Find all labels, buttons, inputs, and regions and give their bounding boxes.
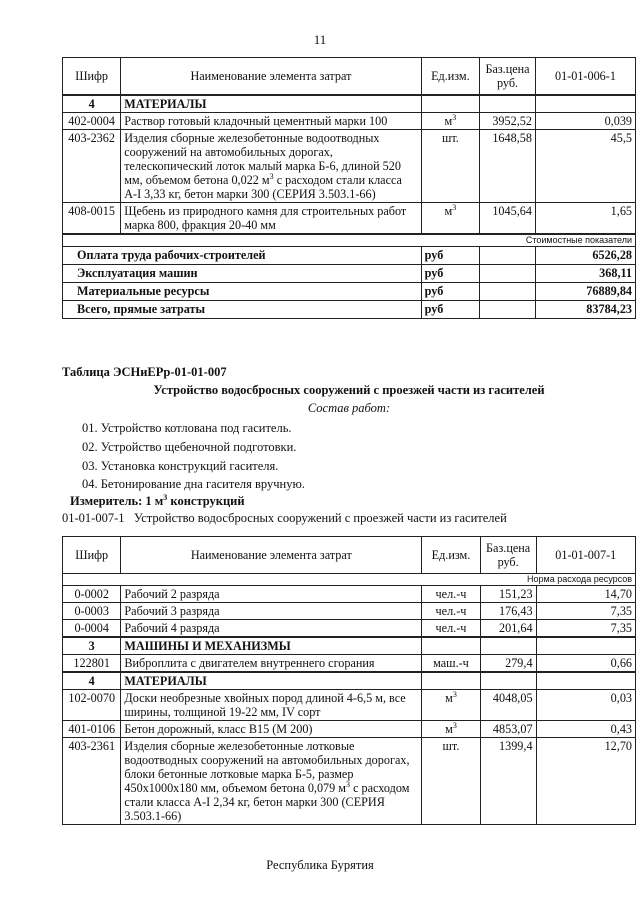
row-price: 3952,52	[480, 113, 536, 130]
work-item: 01. Устройство котлована под гаситель.	[82, 421, 292, 435]
row-value: 45,5	[535, 130, 635, 203]
row-unit: чел.-ч	[422, 620, 480, 638]
row-unit: чел.-ч	[422, 603, 480, 620]
col-norm-header: 01-01-007-1	[536, 537, 635, 574]
table-body	[63, 113, 636, 235]
row-price: 1045,64	[480, 203, 536, 235]
row-code: 408-0015	[63, 203, 121, 235]
row-value: 7,35	[536, 620, 635, 638]
work-item: 04. Бетонирование дна гасителя вручную.	[82, 477, 305, 491]
section-row	[63, 637, 636, 655]
section-title: МАТЕРИАЛЫ	[121, 95, 421, 113]
cost-table-1	[62, 57, 636, 319]
row-name: Рабочий 2 разряда	[121, 586, 422, 603]
cost-table-2	[62, 536, 636, 825]
footer: Республика Бурятия	[266, 858, 374, 872]
section-title: МАШИНЫ И МЕХАНИЗМЫ	[121, 637, 422, 655]
total-value: 83784,23	[535, 301, 635, 319]
table-subtitle: Устройство водосбросных сооружений с проезжей части из гасителей	[153, 383, 545, 397]
row-unit: $м^3$	[421, 113, 479, 130]
norm-caption-row	[63, 574, 636, 586]
row-code: 403-2361	[63, 738, 121, 825]
row-unit: шт.	[421, 130, 479, 203]
col-unit-header: Ед.изм.	[422, 537, 480, 574]
table-row	[63, 620, 636, 638]
meter-label: Измеритель: 1 $м^3$ конструкций	[70, 492, 245, 508]
row-code: 0-0002	[63, 586, 121, 603]
material-rows	[63, 690, 636, 825]
col-code-header: Шифр	[63, 537, 121, 574]
table-header	[63, 537, 636, 574]
table-row	[63, 655, 636, 673]
row-unit: $м^3$	[422, 690, 480, 721]
table-row	[63, 130, 636, 203]
row-name: Рабочий 3 разряда	[121, 603, 422, 620]
row-code: 0-0003	[63, 603, 121, 620]
row-price: 1648,58	[480, 130, 536, 203]
total-row	[63, 301, 636, 319]
row-name: Рабочий 4 разряда	[121, 620, 422, 638]
labor-rows	[63, 586, 636, 638]
row-code: 403-2362	[63, 130, 121, 203]
section-row	[63, 95, 636, 113]
row-unit: чел.-ч	[422, 586, 480, 603]
section-title: МАТЕРИАЛЫ	[121, 672, 422, 690]
table-row	[63, 113, 636, 130]
section-code: 3	[63, 637, 121, 655]
total-label: Всего, прямые затраты	[63, 301, 422, 319]
col-name-header: Наименование элемента затрат	[121, 537, 422, 574]
total-empty	[480, 265, 536, 283]
table-row	[63, 690, 636, 721]
col-code-header: Шифр	[63, 58, 121, 96]
totals-body	[63, 247, 636, 319]
total-value: 76889,84	[535, 283, 635, 301]
row-unit: $м^3$	[422, 721, 480, 738]
row-code: 402-0004	[63, 113, 121, 130]
col-unit-header: Ед.изм.	[421, 58, 479, 96]
composition-title: Состав работ:	[307, 401, 391, 415]
total-row	[63, 283, 636, 301]
row-code: 122801	[63, 655, 121, 673]
row-code: 102-0070	[63, 690, 121, 721]
row-value: 1,65	[535, 203, 635, 235]
table-row	[63, 586, 636, 603]
row-name: Изделия сборные железобетонные водоотводных сооружений на автомобильных дорогах, телескопический лоток малый марка Б-6, длиной 520 мм, объемом бетона 0,022 $м^3$ с расходом стали класса А-I 3,33 кг, бетон марки 300 (СЕРИЯ 3.503.1-66)	[121, 130, 421, 203]
section-code: 4	[63, 95, 121, 113]
row-name: Виброплита с двигателем внутреннего сгорания	[121, 655, 422, 673]
col-norm-header: 01-01-006-1	[535, 58, 635, 96]
section-row	[63, 672, 636, 690]
total-label: Материальные ресурсы	[63, 283, 422, 301]
row-price: 279,4	[480, 655, 536, 673]
norm-caption: Норма расхода ресурсов	[63, 574, 636, 586]
row-price: 4048,05	[480, 690, 536, 721]
total-empty	[480, 283, 536, 301]
row-code: 401-0106	[63, 721, 121, 738]
row-price: 1399,4	[480, 738, 536, 825]
table-header	[63, 58, 636, 96]
total-unit: руб	[421, 301, 479, 319]
machine-rows	[63, 655, 636, 673]
row-code: 0-0004	[63, 620, 121, 638]
row-value: 12,70	[536, 738, 635, 825]
total-value: 368,11	[535, 265, 635, 283]
total-empty	[480, 301, 536, 319]
row-value: 7,35	[536, 603, 635, 620]
row-name: Щебень из природного камня для строительных работ марка 800, фракция 20-40 мм	[121, 203, 421, 235]
cost-caption-row	[63, 234, 636, 247]
total-unit: руб	[421, 283, 479, 301]
page-number: 11	[313, 32, 327, 47]
table-row	[63, 738, 636, 825]
section-code: 4	[63, 672, 121, 690]
work-item: 02. Устройство щебеночной подготовки.	[82, 440, 297, 454]
norm-line: 01-01-007-1 Устройство водосбросных сооружений с проезжей части из гасителей	[62, 511, 507, 525]
row-name: Раствор готовый кладочный цементный марки 100	[121, 113, 421, 130]
table-row	[63, 721, 636, 738]
total-empty	[480, 247, 536, 265]
row-value: 0,43	[536, 721, 635, 738]
table-title: Таблица ЭСНиЕРр-01-01-007	[62, 365, 227, 379]
row-value: 0,039	[535, 113, 635, 130]
total-row	[63, 247, 636, 265]
row-price: 151,23	[480, 586, 536, 603]
row-name: Доски необрезные хвойных пород длиной 4-6,5 м, все ширины, толщиной 19-22 мм, IV сорт	[121, 690, 422, 721]
col-price-header: Баз.цена руб.	[480, 58, 536, 96]
row-value: 0,03	[536, 690, 635, 721]
col-name-header: Наименование элемента затрат	[121, 58, 421, 96]
row-unit: $м^3$	[421, 203, 479, 235]
row-unit: шт.	[422, 738, 480, 825]
total-row	[63, 265, 636, 283]
work-item: 03. Установка конструкций гасителя.	[82, 459, 279, 473]
row-price: 201,64	[480, 620, 536, 638]
total-unit: руб	[421, 247, 479, 265]
table-row	[63, 603, 636, 620]
table-row	[63, 203, 636, 235]
row-value: 14,70	[536, 586, 635, 603]
total-value: 6526,28	[535, 247, 635, 265]
total-unit: руб	[421, 265, 479, 283]
total-label: Оплата труда рабочих-строителей	[63, 247, 422, 265]
total-label: Эксплуатация машин	[63, 265, 422, 283]
row-name: Бетон дорожный, класс В15 (М 200)	[121, 721, 422, 738]
cost-caption: Стоимостные показатели	[63, 234, 636, 247]
row-name: Изделия сборные железобетонные лотковые водоотводных сооружений на автомобильных дорогах, блоки бетонные лотковые марка Б-5, размер 450х1000х180 мм, объемом бетона 0,079 $м^3$ с расходом стали класса А-I 2,34 кг, бетон марки 300 (СЕРИЯ 3.503.1-66)	[121, 738, 422, 825]
row-price: 4853,07	[480, 721, 536, 738]
row-unit: маш.-ч	[422, 655, 480, 673]
col-price-header: Баз.цена руб.	[480, 537, 536, 574]
row-price: 176,43	[480, 603, 536, 620]
row-value: 0,66	[536, 655, 635, 673]
